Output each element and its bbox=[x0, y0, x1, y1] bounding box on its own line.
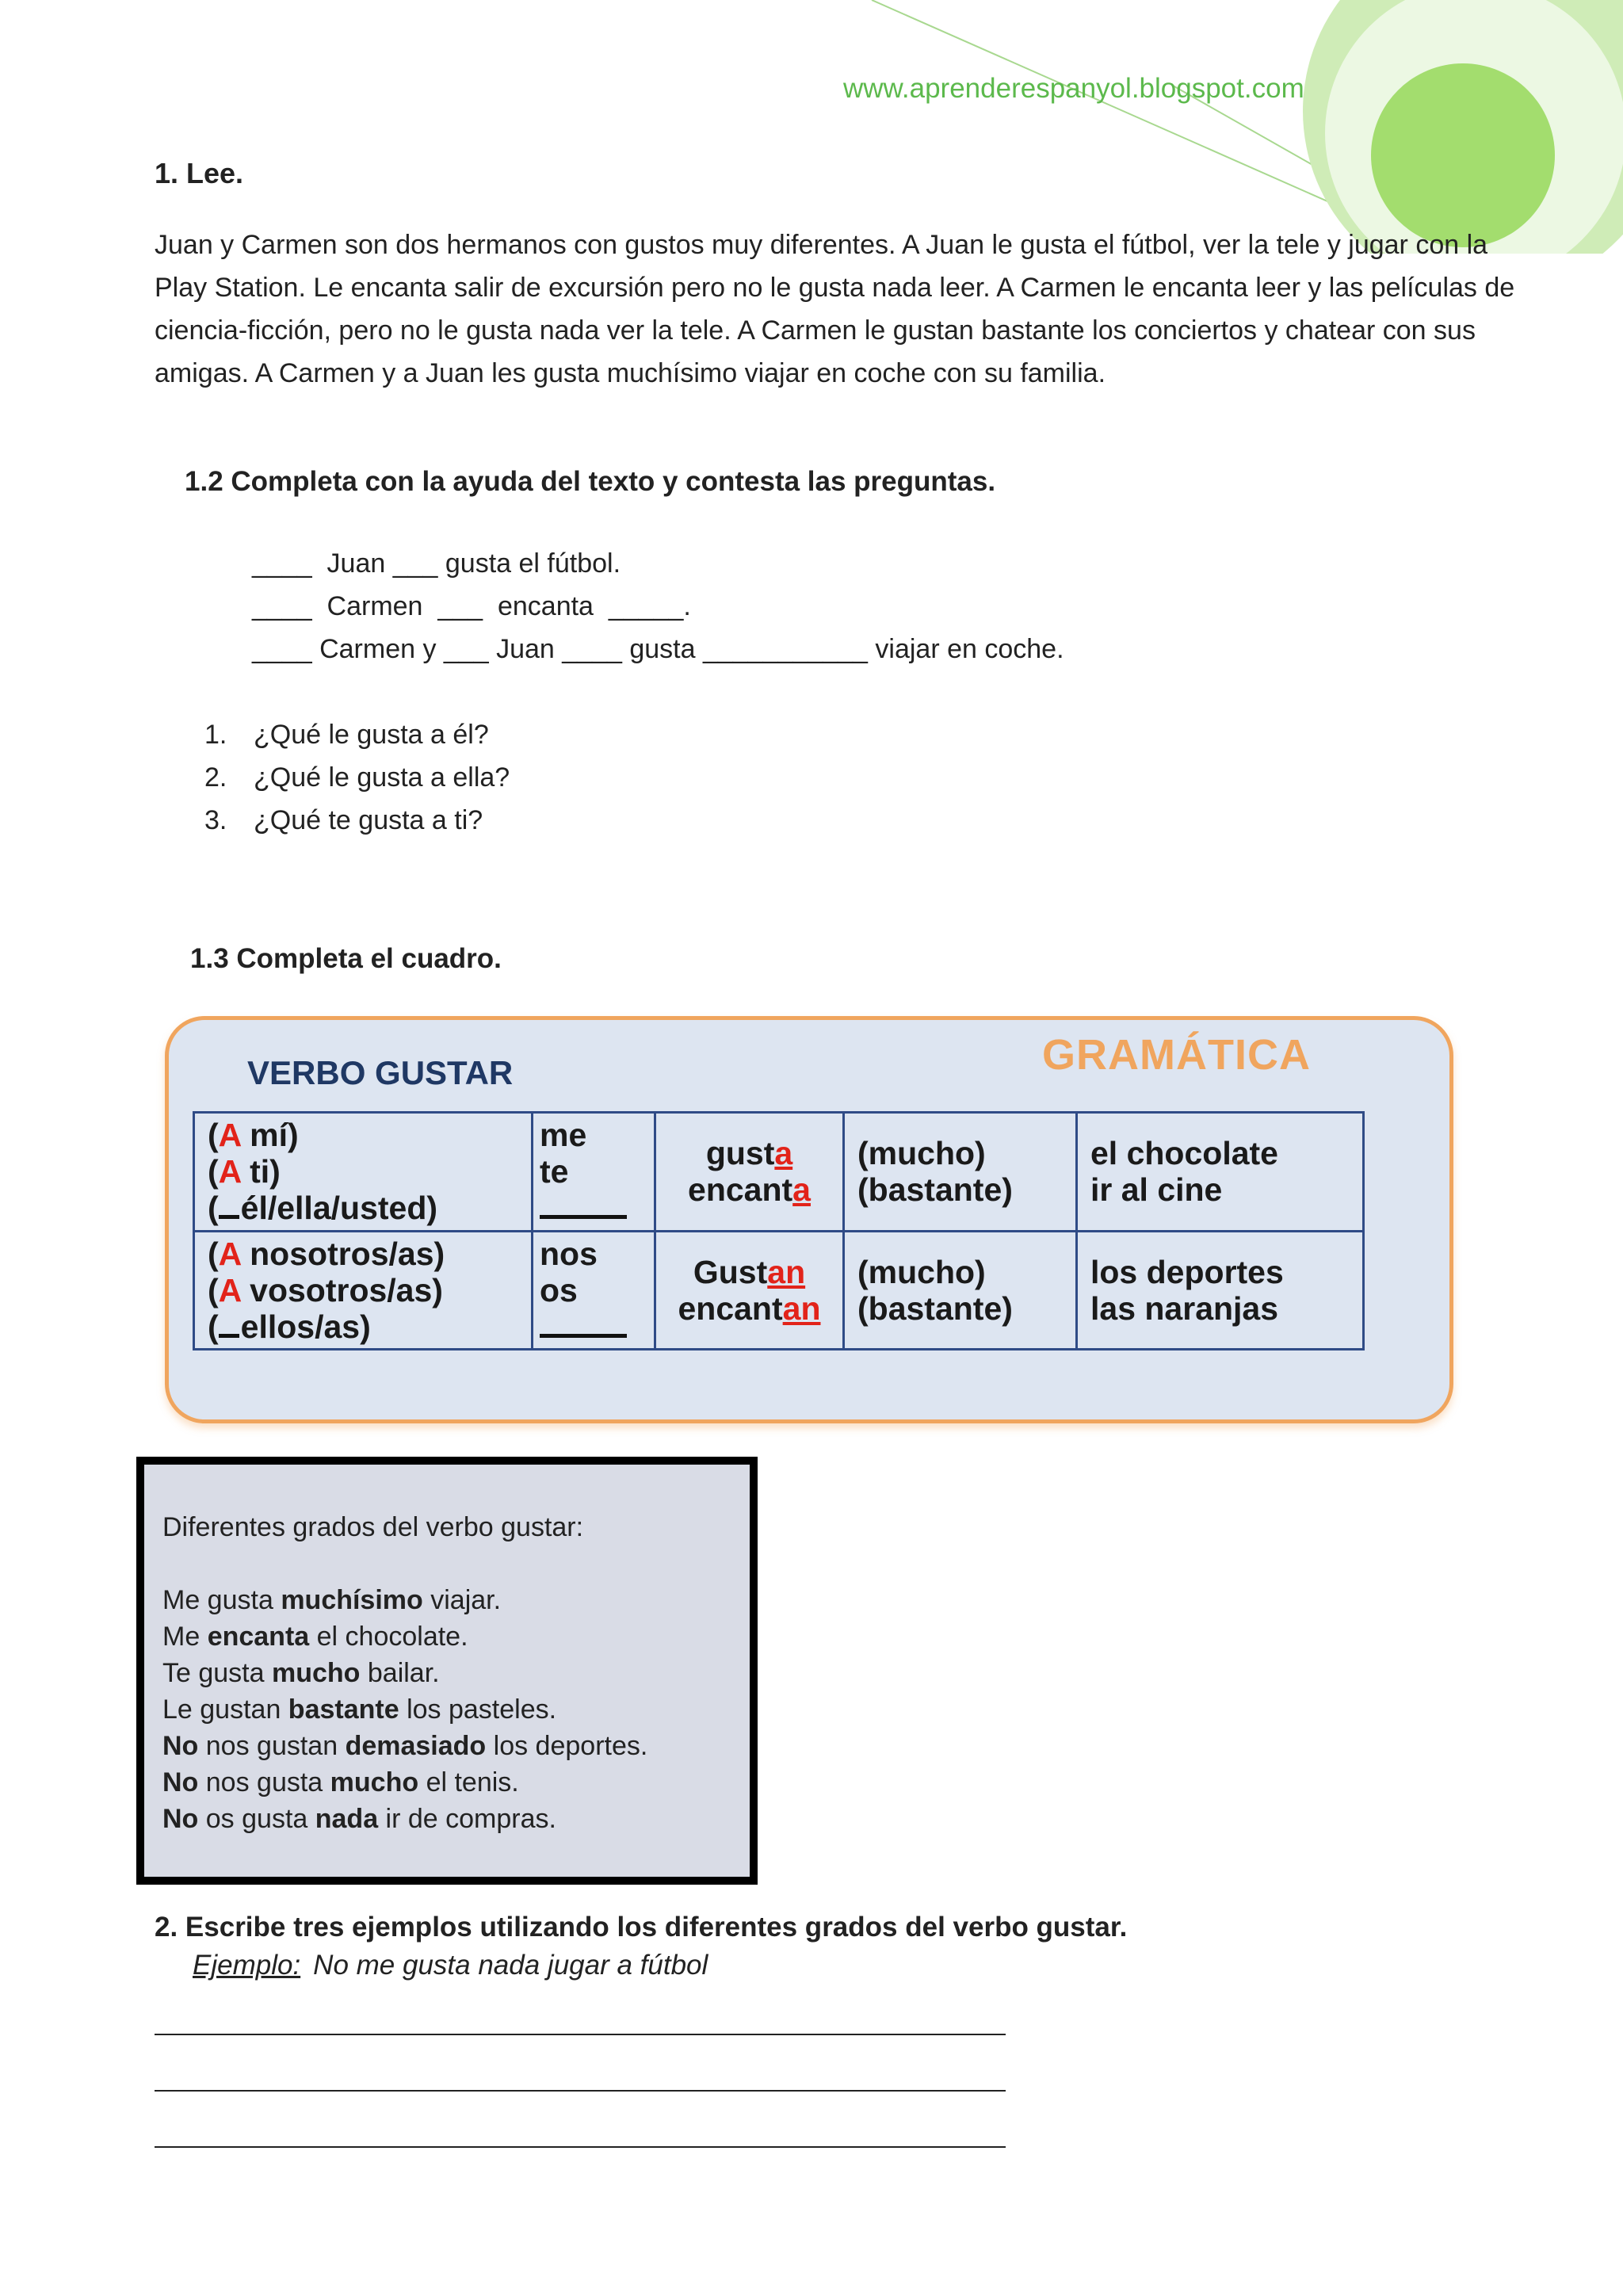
table-row bbox=[194, 1231, 1364, 1350]
verb-singular-cell: gusta encanta bbox=[655, 1113, 844, 1232]
question-number: 3. bbox=[204, 805, 227, 835]
paragraph-line: Juan y Carmen son dos hermanos con gustos muy diferentes. A Juan le gusta el fútbol, ver la tele y jugar con la bbox=[155, 230, 1488, 260]
question-1 bbox=[204, 720, 489, 751]
question-number: 1. bbox=[204, 720, 227, 750]
clitics-singular-cell: me te bbox=[533, 1113, 655, 1232]
example-text: No me gusta nada jugar a fútbol bbox=[313, 1950, 708, 1981]
table-row bbox=[194, 1113, 1364, 1232]
pronoun-a: A bbox=[218, 1153, 241, 1190]
grade-example: No nos gusta mucho el tenis. bbox=[162, 1767, 519, 1797]
answer-line-3[interactable] bbox=[155, 2146, 1006, 2148]
degree-singular-cell: (mucho) (bastante) bbox=[844, 1113, 1077, 1232]
grades-intro: Diferentes grados del verbo gustar: bbox=[162, 1512, 584, 1542]
paragraph-line: Play Station. Le encanta salir de excursión pero no le gusta nada leer. A Carmen le encanta leer y las películas de bbox=[155, 273, 1515, 303]
grade-example: Te gusta mucho bailar. bbox=[162, 1658, 440, 1688]
verb-plural-cell: Gustan encantan bbox=[655, 1231, 844, 1350]
blank-line bbox=[540, 1329, 627, 1338]
fill-line-3: ____ Carmen y ___ Juan ____ gusta ___________ viajar en coche. bbox=[252, 634, 1064, 664]
pronouns-singular-cell: (A mí) (A ti) ( él/ella/usted) bbox=[194, 1113, 533, 1232]
grade-example: Me encanta el chocolate. bbox=[162, 1622, 468, 1652]
question-text: ¿Qué te gusta a ti? bbox=[254, 805, 483, 835]
blank-line bbox=[219, 1329, 239, 1338]
blank-line bbox=[540, 1210, 627, 1219]
header-circles-decoration bbox=[0, 0, 1623, 254]
grade-example: No os gusta nada ir de compras. bbox=[162, 1804, 556, 1834]
fill-line-1: ____ Juan ___ gusta el fútbol. bbox=[252, 548, 621, 579]
degree-plural-cell: (mucho) (bastante) bbox=[844, 1231, 1077, 1350]
question-text: ¿Qué le gusta a ella? bbox=[254, 762, 510, 793]
paragraph-line: ciencia-ficción, pero no le gusta nada ver la tele. A Carmen le gustan bastante los conciertos y chatear con sus bbox=[155, 315, 1476, 346]
question-text: ¿Qué le gusta a él? bbox=[254, 720, 489, 750]
answer-line-2[interactable] bbox=[155, 2090, 1006, 2092]
section-2-title: 2. Escribe tres ejemplos utilizando los diferentes grados del verbo gustar. bbox=[155, 1912, 1128, 1943]
object-plural-cell: los deportes las naranjas bbox=[1077, 1231, 1364, 1350]
grades-box bbox=[136, 1457, 758, 1885]
section-1-3-title: 1.3 Completa el cuadro. bbox=[190, 943, 502, 974]
pronoun-a: A bbox=[218, 1117, 241, 1154]
reading-paragraph bbox=[155, 223, 1565, 395]
paragraph-line: amigas. A Carmen y a Juan les gusta muchísimo viajar en coche con su familia. bbox=[155, 358, 1106, 388]
example-line bbox=[193, 1950, 708, 1981]
pronouns-plural-cell: (A nosotros/as) (A vosotros/as) ( ellos/as) bbox=[194, 1231, 533, 1350]
verbo-gustar-title: VERBO GUSTAR bbox=[247, 1054, 514, 1091]
clitics-plural-cell: nos os bbox=[533, 1231, 655, 1350]
grade-example: No nos gustan demasiado los deportes. bbox=[162, 1731, 648, 1761]
gramatica-title: GRAMÁTICA bbox=[1042, 1031, 1311, 1079]
example-label: Ejemplo: bbox=[193, 1950, 301, 1981]
gustar-table bbox=[193, 1111, 1365, 1350]
grade-example: Le gustan bastante los pasteles. bbox=[162, 1694, 557, 1725]
question-number: 2. bbox=[204, 762, 227, 793]
pronoun-a: A bbox=[218, 1235, 241, 1272]
answer-line-1[interactable] bbox=[155, 2034, 1006, 2035]
grade-example: Me gusta muchísimo viajar. bbox=[162, 1585, 502, 1615]
section-1-2-title: 1.2 Completa con la ayuda del texto y contesta las preguntas. bbox=[185, 466, 996, 497]
section-1-title: 1. Lee. bbox=[155, 157, 244, 189]
object-singular-cell: el chocolate ir al cine bbox=[1077, 1113, 1364, 1232]
question-3 bbox=[204, 805, 483, 836]
site-url: www.aprenderespanyol.blogspot.com bbox=[843, 73, 1304, 104]
blank-line bbox=[219, 1210, 239, 1219]
pronoun-a: A bbox=[218, 1271, 241, 1308]
question-2 bbox=[204, 762, 510, 793]
fill-line-2: ____ Carmen ___ encanta _____. bbox=[252, 591, 691, 621]
